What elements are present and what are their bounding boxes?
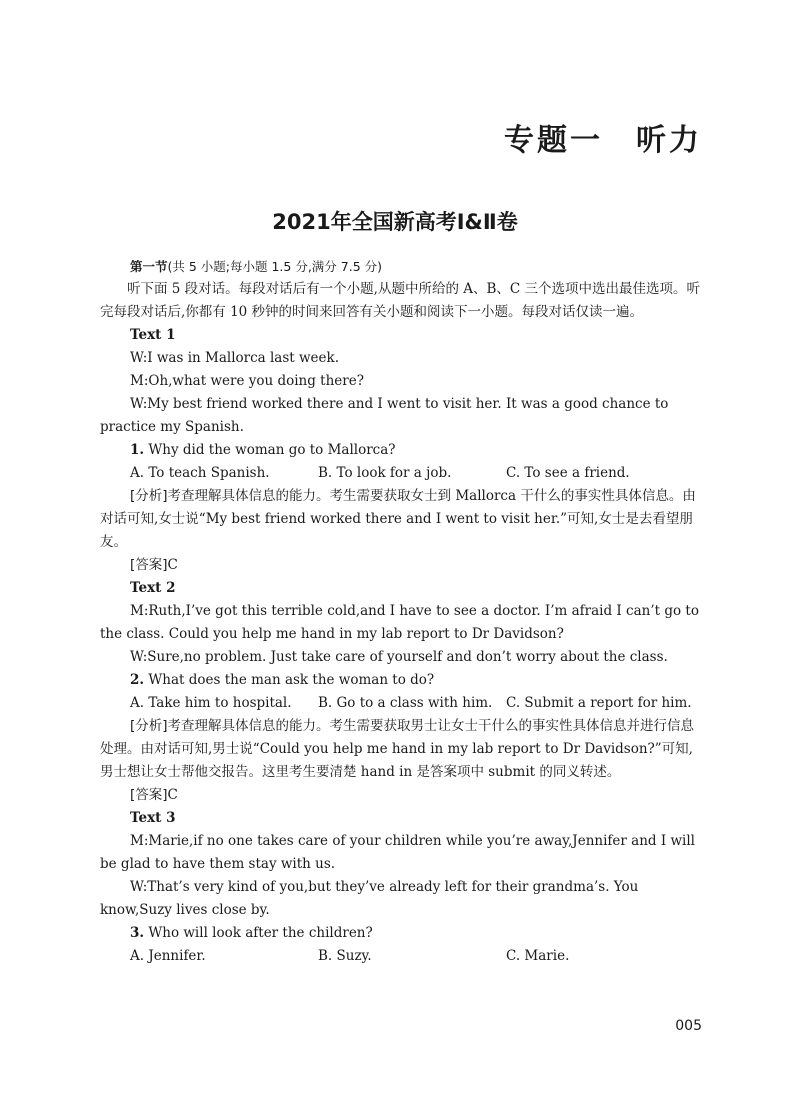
answer-tag: [答案] [130,787,168,803]
section-heading-detail: (共 5 小题;每小题 1.5 分,满分 7.5 分) [167,259,383,274]
dialogue-line: W:Sure,no problem. Just take care of yourself and don’t worry about the class. [130,649,668,665]
question-text: What does the man ask the woman to do? [148,672,435,688]
question-number: 1. [130,442,145,458]
answer [100,784,705,807]
option-c: C. Marie. [506,948,570,964]
answer-value: C [167,557,178,573]
question [100,439,705,462]
text-label: Text 2 [130,580,176,596]
options-row [100,945,705,968]
answer-tag: [答案] [130,557,168,573]
question [100,922,705,945]
analysis [100,485,705,554]
option-b: B. Suzy. [318,948,372,964]
section-heading-name: 第一节 [130,259,168,274]
options-row [100,462,705,485]
question-number: 3. [130,925,145,941]
options-row [100,692,705,715]
answer [100,554,705,577]
dialogue-line: W:That’s very kind of you,but they’ve already left for their grandma’s. You know,Suzy lives close by. [100,879,639,918]
option-c: C. Submit a report for him. [506,695,692,711]
analysis [100,715,705,784]
option-a: A. Jennifer. [130,948,206,964]
analysis-text: 考查理解具体信息的能力。考生需要获取男士让女士干什么的事实性具体信息并进行信息处理。由对话可知,男士说“Could you help me hand in my lab report to Dr Davidson?”可知,男士想让女士帮他交报告。这里考生要清楚 hand in 是答案项中 submit 的同义转述。 [100,718,695,780]
paper-title: 2021年全国新高考Ⅰ&Ⅱ卷 [272,210,518,234]
analysis-text: 考查理解具体信息的能力。考生需要获取女士到 Mallorca 干什么的事实性具体信息。由对话可知,女士说“My best friend worked there and I went to visit her.”可知,女士是去看望朋友。 [100,488,696,550]
section-heading [100,255,705,278]
answer-value: C [167,787,178,803]
question-number: 2. [130,672,145,688]
question [100,669,705,692]
option-a: A. To teach Spanish. [130,465,270,481]
dialogue-line: M:Oh,what were you doing there? [130,373,364,389]
option-b: B. Go to a class with him. [318,695,493,711]
analysis-tag: [分析] [130,488,168,504]
question-text: Who will look after the children? [148,925,373,941]
question-text: Why did the woman go to Mallorca? [148,442,396,458]
text-label: Text 1 [130,327,176,343]
page-number: 005 [675,1018,702,1034]
section-instructions: 听下面 5 段对话。每段对话后有一个小题,从题中所给的 A、B、C 三个选项中选出最佳选项。听完每段对话后,你都有 10 秒钟的时间来回答有关小题和阅读下一小题。每段对话仅读一遍。 [100,281,701,320]
dialogue-line: W:My best friend worked there and I went to visit her. It was a good chance to practice my Spanish. [100,396,669,435]
dialogue-line: W:I was in Mallorca last week. [130,350,340,366]
option-c: C. To see a friend. [506,465,630,481]
dialogue-line: M:Ruth,I’ve got this terrible cold,and I have to see a doctor. I’m afraid I can’t go to the class. Could you help me hand in my lab report to Dr Davidson? [100,603,699,642]
main-content [100,255,705,968]
option-a: A. Take him to hospital. [130,695,292,711]
chapter-title: 专题一 听力 [504,123,702,158]
dialogue-line: M:Marie,if no one takes care of your children while you’re away,Jennifer and I will be glad to have them stay with us. [100,833,695,872]
text-label: Text 3 [130,810,176,826]
analysis-tag: [分析] [130,718,168,734]
option-b: B. To look for a job. [318,465,452,481]
